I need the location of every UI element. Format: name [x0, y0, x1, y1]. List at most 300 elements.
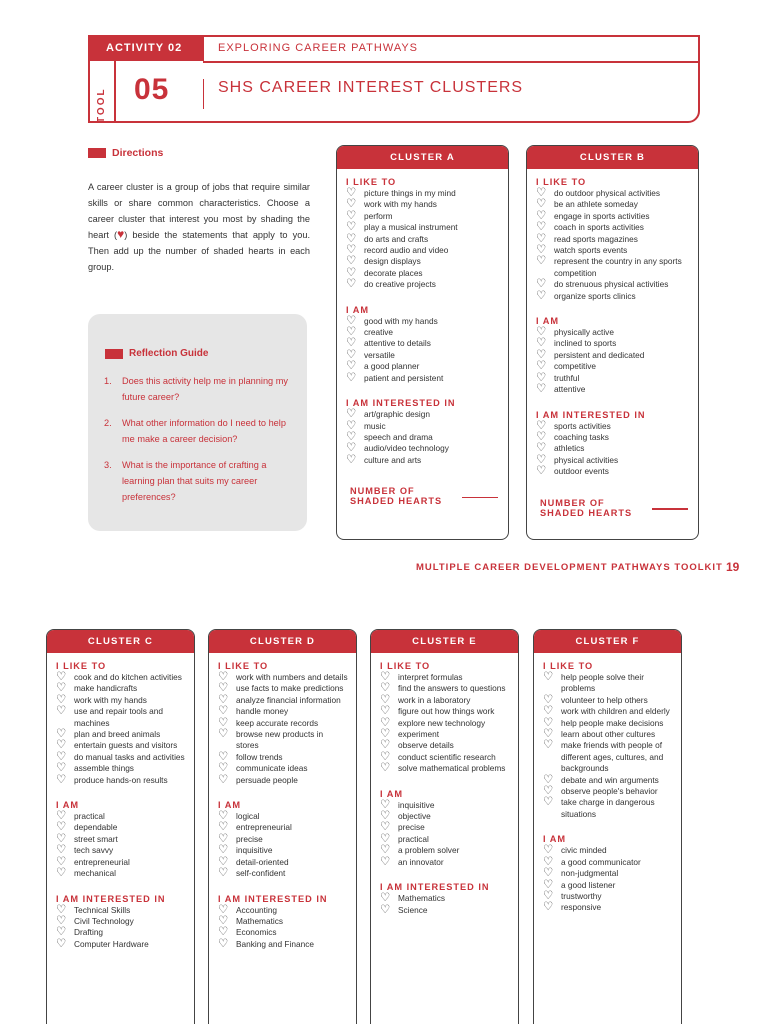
heart-checkbox-icon[interactable]: ♡: [346, 314, 357, 327]
total-label-line2: SHADED HEARTS: [350, 496, 443, 507]
heart-checkbox-icon[interactable]: ♡: [536, 289, 547, 302]
item-text: Accounting: [236, 904, 278, 915]
am-section-list: [346, 316, 500, 384]
heart-checkbox-icon[interactable]: ♡: [380, 693, 391, 706]
heart-checkbox-icon[interactable]: ♡: [543, 671, 554, 683]
am-section-title: I AM: [346, 304, 370, 315]
list-item: [218, 939, 348, 950]
list-item: [536, 361, 690, 372]
am-section-title: I AM: [218, 800, 242, 811]
list-item: [543, 729, 673, 740]
list-item: [218, 822, 348, 833]
heart-checkbox-icon[interactable]: ♡: [543, 844, 554, 857]
list-item: [536, 199, 690, 210]
heart-checkbox-icon[interactable]: ♡: [346, 255, 357, 268]
list-item: [536, 421, 690, 432]
heart-checkbox-icon[interactable]: ♡: [380, 798, 391, 811]
cluster-f-card: [533, 629, 682, 1024]
directions-text-part1: A career cluster is a group of jobs that require similar skills or share common characteristics. Choose a career cluster that interest you most by shading the heart (: [88, 182, 310, 240]
header-box: [88, 35, 700, 123]
am-section-title: I AM: [56, 800, 80, 811]
item-text: browse new products in stores: [236, 729, 324, 751]
page-number: 19: [726, 560, 740, 574]
item-text: make friends with people of different ages, cultures, and backgrounds: [561, 740, 664, 774]
list-item: [346, 361, 500, 372]
item-text: non-judgmental: [561, 868, 619, 879]
heart-checkbox-icon[interactable]: ♡: [56, 926, 67, 939]
heart-checkbox-icon[interactable]: ♡: [543, 728, 554, 741]
list-item: [536, 234, 690, 245]
item-text: entertain guests and visitors: [74, 740, 178, 751]
item-text: solve mathematical problems: [398, 763, 506, 774]
item-text: debate and win arguments: [561, 774, 659, 785]
list-item: [56, 834, 186, 845]
item-text: athletics: [554, 443, 585, 454]
heart-checkbox-icon[interactable]: ♡: [218, 844, 229, 857]
heart-checkbox-icon[interactable]: ♡: [380, 810, 391, 823]
list-item: [218, 672, 348, 683]
list-item: [56, 868, 186, 879]
item-text: work in a laboratory: [398, 694, 471, 705]
am-section-title: I AM: [380, 788, 404, 799]
item-text: analyze financial information: [236, 694, 341, 705]
list-item: [346, 409, 500, 420]
list-item: [380, 729, 510, 740]
list-item: [543, 891, 673, 902]
list-item: [380, 893, 510, 904]
heart-checkbox-icon[interactable]: ♡: [380, 728, 391, 741]
heart-checkbox-icon[interactable]: ♡: [56, 821, 67, 834]
heart-checkbox-icon[interactable]: ♡: [380, 832, 391, 845]
list-item: [56, 927, 186, 938]
heart-checkbox-icon[interactable]: ♡: [536, 209, 547, 222]
item-text: culture and arts: [364, 454, 422, 465]
interested-section-title: I AM INTERESTED IN: [380, 882, 490, 893]
like-section-list: [380, 672, 510, 775]
heart-checkbox-icon[interactable]: ♡: [536, 255, 547, 268]
heart-checkbox-icon[interactable]: ♡: [543, 855, 554, 868]
item-text: self-confident: [236, 868, 286, 879]
item-text: do arts and crafts: [364, 233, 429, 244]
cluster-a-card: [336, 145, 509, 540]
item-text: do outdoor physical activities: [554, 188, 661, 198]
heart-checkbox-icon[interactable]: ♡: [536, 430, 547, 443]
heart-checkbox-icon[interactable]: ♡: [56, 750, 67, 763]
item-text: find the answers to questions: [398, 683, 506, 694]
heart-checkbox-icon[interactable]: ♡: [536, 419, 547, 432]
list-item: [543, 695, 673, 706]
section-gap: [380, 775, 510, 789]
shaded-hearts-total: [350, 486, 500, 506]
heart-checkbox-icon[interactable]: ♡: [346, 430, 357, 443]
list-item: [536, 291, 690, 302]
list-item: [346, 316, 500, 327]
list-item: [218, 927, 348, 938]
item-text: inquisitive: [398, 799, 435, 810]
reflection-item: [104, 415, 300, 447]
heart-checkbox-icon[interactable]: ♡: [218, 693, 229, 706]
item-text: work with numbers and details: [236, 672, 348, 682]
am-section-title: I AM: [536, 316, 560, 327]
list-item: [543, 672, 673, 695]
heart-checkbox-icon[interactable]: ♡: [346, 360, 357, 373]
heart-checkbox-icon[interactable]: ♡: [218, 926, 229, 939]
item-text: a good planner: [364, 361, 420, 372]
heart-checkbox-icon[interactable]: ♡: [346, 232, 357, 245]
heart-checkbox-icon[interactable]: ♡: [346, 244, 357, 257]
heart-checkbox-icon[interactable]: ♡: [536, 326, 547, 339]
item-text: precise: [236, 833, 263, 844]
item-text: read sports magazines: [554, 233, 638, 244]
list-item: [218, 729, 348, 752]
reflection-guide-panel: [88, 314, 307, 531]
heart-checkbox-icon[interactable]: ♡: [346, 408, 357, 421]
heart-checkbox-icon[interactable]: ♡: [380, 762, 391, 775]
list-item: [56, 939, 186, 950]
item-text: a good communicator: [561, 856, 641, 867]
item-text: record audio and video: [364, 245, 449, 256]
am-section-list: [536, 327, 690, 395]
list-item: [543, 857, 673, 868]
item-text: Mathematics: [398, 893, 446, 904]
item-text: physical activities: [554, 454, 619, 465]
item-text: a good listener: [561, 879, 616, 890]
list-item: [543, 880, 673, 891]
heart-checkbox-icon[interactable]: ♡: [218, 914, 229, 927]
heart-checkbox-icon[interactable]: ♡: [543, 901, 554, 914]
item-text: Computer Hardware: [74, 938, 149, 949]
item-text: picture things in my mind: [364, 188, 456, 198]
item-text: use facts to make predictions: [236, 683, 344, 694]
am-section-list: [543, 845, 673, 913]
cluster-title: CLUSTER F: [534, 630, 681, 653]
heart-checkbox-icon[interactable]: ♡: [380, 671, 391, 683]
heart-checkbox-icon[interactable]: ♡: [218, 682, 229, 695]
heart-checkbox-icon[interactable]: ♡: [56, 844, 67, 857]
list-item: [380, 740, 510, 751]
cluster-body: [534, 653, 681, 914]
item-text: help people solve their problems: [561, 672, 645, 694]
heart-checkbox-icon[interactable]: ♡: [536, 337, 547, 350]
heart-checkbox-icon[interactable]: ♡: [543, 785, 554, 798]
heart-checkbox-icon[interactable]: ♡: [218, 773, 229, 786]
item-text: an innovator: [398, 856, 444, 867]
item-text: practical: [398, 833, 429, 844]
list-item: [346, 268, 500, 279]
tool-number: 05: [134, 73, 170, 106]
list-item: [380, 834, 510, 845]
heart-checkbox-icon[interactable]: ♡: [56, 914, 67, 927]
heart-checkbox-icon[interactable]: ♡: [346, 348, 357, 361]
item-text: observe details: [398, 740, 454, 751]
list-item: [536, 350, 690, 361]
item-text: volunteer to help others: [561, 694, 648, 705]
heart-checkbox-icon[interactable]: ♡: [56, 810, 67, 823]
item-text: practical: [74, 811, 105, 822]
reflection-heading-text: Reflection Guide: [129, 348, 209, 359]
item-text: inquisitive: [236, 845, 273, 856]
heart-checkbox-icon[interactable]: ♡: [56, 705, 67, 718]
heart-checkbox-icon[interactable]: ♡: [536, 232, 547, 245]
interested-section-title: I AM INTERESTED IN: [218, 893, 328, 904]
heart-checkbox-icon[interactable]: ♡: [218, 855, 229, 868]
like-section-title: I LIKE TO: [218, 661, 269, 671]
interested-section-list: [218, 905, 348, 951]
heart-checkbox-icon[interactable]: ♡: [218, 716, 229, 729]
heart-checkbox-icon[interactable]: ♡: [536, 442, 547, 455]
like-section-title: I LIKE TO: [543, 661, 594, 671]
heart-checkbox-icon[interactable]: ♡: [536, 383, 547, 396]
heart-checkbox-icon[interactable]: ♡: [380, 682, 391, 695]
list-item: [536, 432, 690, 443]
heart-checkbox-icon[interactable]: ♡: [56, 739, 67, 752]
interested-section-list: [380, 893, 510, 916]
list-item: [543, 845, 673, 856]
heart-checkbox-icon[interactable]: ♡: [218, 705, 229, 718]
heart-checkbox-icon[interactable]: ♡: [218, 867, 229, 880]
shaded-hearts-total: [540, 498, 690, 518]
item-text: coach in sports activities: [554, 222, 644, 233]
heart-checkbox-icon[interactable]: ♡: [380, 716, 391, 729]
heart-checkbox-icon[interactable]: ♡: [380, 844, 391, 857]
section-gap: [536, 396, 690, 410]
item-text: versatile: [364, 349, 395, 360]
heart-checkbox-icon[interactable]: ♡: [56, 773, 67, 786]
heart-checkbox-icon[interactable]: ♡: [536, 453, 547, 466]
filled-heart-icon: ♥: [117, 227, 125, 241]
toolkit-footer: MULTIPLE CAREER DEVELOPMENT PATHWAYS TOOLKIT: [416, 562, 723, 573]
heart-checkbox-icon[interactable]: ♡: [543, 693, 554, 706]
like-section-list: [218, 672, 348, 786]
heart-checkbox-icon[interactable]: ♡: [218, 750, 229, 763]
heart-checkbox-icon[interactable]: ♡: [380, 903, 391, 916]
item-text: What other information do I need to help me make a career decision?: [122, 418, 286, 444]
heart-checkbox-icon[interactable]: ♡: [56, 728, 67, 741]
list-item: [380, 706, 510, 717]
heart-checkbox-icon[interactable]: ♡: [536, 187, 547, 199]
list-item: [380, 811, 510, 822]
heart-checkbox-icon[interactable]: ♡: [218, 671, 229, 683]
heart-checkbox-icon[interactable]: ♡: [346, 419, 357, 432]
heart-checkbox-icon[interactable]: ♡: [346, 278, 357, 291]
item-text: a problem solver: [398, 845, 460, 856]
heart-checkbox-icon[interactable]: ♡: [346, 337, 357, 350]
heart-checkbox-icon[interactable]: ♡: [56, 937, 67, 950]
item-text: creative: [364, 327, 394, 338]
item-text: precise: [398, 822, 425, 833]
heart-checkbox-icon[interactable]: ♡: [380, 855, 391, 868]
total-label: [540, 498, 632, 518]
list-item: [536, 279, 690, 290]
heart-checkbox-icon[interactable]: ♡: [346, 209, 357, 222]
heart-checkbox-icon[interactable]: ♡: [536, 360, 547, 373]
item-text: take charge in dangerous situations: [561, 797, 655, 819]
cluster-title: CLUSTER C: [47, 630, 194, 653]
item-text: explore new technology: [398, 717, 486, 728]
heart-checkbox-icon[interactable]: ♡: [346, 266, 357, 279]
list-item: [56, 811, 186, 822]
heart-checkbox-icon[interactable]: ♡: [543, 878, 554, 891]
section-gap: [218, 786, 348, 800]
heart-checkbox-icon[interactable]: ♡: [380, 705, 391, 718]
cluster-body: [47, 653, 194, 950]
heart-checkbox-icon[interactable]: ♡: [536, 348, 547, 361]
heart-checkbox-icon[interactable]: ♡: [346, 442, 357, 455]
list-item: [543, 740, 673, 774]
cluster-body: [337, 169, 508, 506]
heart-checkbox-icon[interactable]: ♡: [543, 773, 554, 786]
like-section-list: [56, 672, 186, 786]
list-item: [380, 683, 510, 694]
list-item: [346, 188, 500, 199]
heart-checkbox-icon[interactable]: ♡: [218, 832, 229, 845]
item-text: follow trends: [236, 751, 283, 762]
item-text: truthful: [554, 372, 580, 383]
total-answer-line[interactable]: [462, 497, 498, 499]
heart-checkbox-icon[interactable]: ♡: [536, 278, 547, 291]
item-text: cook and do kitchen activities: [74, 672, 182, 682]
item-text: organize sports clinics: [554, 290, 636, 301]
heart-checkbox-icon[interactable]: ♡: [536, 244, 547, 257]
list-item: [218, 752, 348, 763]
total-answer-line[interactable]: [652, 508, 688, 510]
list-item: [346, 199, 500, 210]
heart-checkbox-icon[interactable]: ♡: [536, 221, 547, 234]
heart-checkbox-icon[interactable]: ♡: [380, 739, 391, 752]
heart-checkbox-icon[interactable]: ♡: [346, 198, 357, 211]
heart-checkbox-icon[interactable]: ♡: [218, 728, 229, 741]
list-item: [218, 683, 348, 694]
heart-checkbox-icon[interactable]: ♡: [56, 682, 67, 695]
item-text: help people make decisions: [561, 717, 664, 728]
am-section-title: I AM: [543, 834, 567, 845]
list-item: [380, 695, 510, 706]
heart-checkbox-icon[interactable]: ♡: [56, 693, 67, 706]
list-item: [56, 695, 186, 706]
heart-checkbox-icon[interactable]: ♡: [543, 867, 554, 880]
list-item: [346, 211, 500, 222]
heart-checkbox-icon[interactable]: ♡: [56, 855, 67, 868]
heart-checkbox-icon[interactable]: ♡: [346, 371, 357, 384]
list-item: [346, 373, 500, 384]
section-gap: [346, 384, 500, 398]
heart-checkbox-icon[interactable]: ♡: [218, 937, 229, 950]
section-gap: [380, 868, 510, 882]
heart-checkbox-icon[interactable]: ♡: [543, 705, 554, 718]
heart-checkbox-icon[interactable]: ♡: [536, 371, 547, 384]
total-label-line1: NUMBER OF: [540, 497, 605, 508]
item-text: represent the country in any sports competition: [554, 256, 682, 278]
reflection-item: [104, 373, 300, 405]
item-text: do manual tasks and activities: [74, 751, 185, 762]
list-item: [56, 740, 186, 751]
heart-checkbox-icon[interactable]: ♡: [218, 810, 229, 823]
list-item: [56, 752, 186, 763]
item-text: keep accurate records: [236, 717, 319, 728]
item-text: objective: [398, 811, 431, 822]
item-text: coaching tasks: [554, 431, 609, 442]
heart-checkbox-icon[interactable]: ♡: [218, 903, 229, 916]
am-section-list: [218, 811, 348, 879]
heart-checkbox-icon[interactable]: ♡: [536, 465, 547, 478]
item-text: Drafting: [74, 927, 104, 938]
list-item: [536, 327, 690, 338]
cluster-body: [209, 653, 356, 950]
list-item: [536, 384, 690, 395]
interested-section-title: I AM INTERESTED IN: [536, 409, 646, 420]
item-text: handle money: [236, 706, 289, 717]
directions-heading-text: Directions: [112, 147, 164, 159]
heart-checkbox-icon[interactable]: ♡: [218, 762, 229, 775]
item-text: competitive: [554, 361, 596, 372]
list-item: [536, 455, 690, 466]
section-gap: [346, 291, 500, 305]
list-item: [218, 905, 348, 916]
item-text: work with children and elderly: [561, 706, 670, 717]
heart-checkbox-icon[interactable]: ♡: [380, 750, 391, 763]
item-text: produce hands-on results: [74, 774, 168, 785]
section-gap: [56, 786, 186, 800]
list-item: [56, 822, 186, 833]
total-label-line2: SHADED HEARTS: [540, 507, 633, 518]
heart-checkbox-icon[interactable]: ♡: [543, 739, 554, 752]
tool-label: TOOL: [96, 87, 107, 123]
heart-checkbox-icon[interactable]: ♡: [543, 796, 554, 809]
list-item: [56, 706, 186, 729]
item-text: physically active: [554, 327, 614, 338]
heart-checkbox-icon[interactable]: ♡: [346, 221, 357, 234]
item-text: Does this activity help me in planning my future career?: [122, 376, 288, 402]
total-label-line1: NUMBER OF: [350, 486, 415, 497]
item-text: What is the importance of crafting a learning plan that suits my career preferences?: [122, 460, 267, 502]
heart-checkbox-icon[interactable]: ♡: [56, 671, 67, 683]
am-section-list: [56, 811, 186, 879]
like-section-title: I LIKE TO: [536, 177, 587, 187]
heart-checkbox-icon[interactable]: ♡: [218, 821, 229, 834]
list-item: [218, 916, 348, 927]
item-text: Mathematics: [236, 915, 284, 926]
heart-checkbox-icon[interactable]: ♡: [56, 903, 67, 916]
list-item: [346, 455, 500, 466]
item-text: good with my hands: [364, 315, 438, 326]
item-text: outdoor events: [554, 466, 609, 477]
heart-checkbox-icon[interactable]: ♡: [56, 832, 67, 845]
heart-checkbox-icon[interactable]: ♡: [543, 716, 554, 729]
list-item: [380, 905, 510, 916]
list-item: [218, 845, 348, 856]
heart-checkbox-icon[interactable]: ♡: [56, 867, 67, 880]
heart-checkbox-icon[interactable]: ♡: [380, 821, 391, 834]
list-item: [543, 868, 673, 879]
item-text: attentive to details: [364, 338, 431, 349]
heart-checkbox-icon[interactable]: ♡: [56, 762, 67, 775]
heart-checkbox-icon[interactable]: ♡: [380, 892, 391, 905]
heart-checkbox-icon[interactable]: ♡: [536, 198, 547, 211]
heart-checkbox-icon[interactable]: ♡: [346, 453, 357, 466]
list-item: [218, 868, 348, 879]
page-title: SHS CAREER INTEREST CLUSTERS: [218, 79, 524, 96]
list-item: [218, 763, 348, 774]
heart-checkbox-icon[interactable]: ♡: [346, 326, 357, 339]
heart-checkbox-icon[interactable]: ♡: [543, 889, 554, 902]
item-text: work with my hands: [364, 199, 437, 210]
list-item: [346, 234, 500, 245]
item-text: inclined to sports: [554, 338, 617, 349]
item-text: detail-oriented: [236, 856, 289, 867]
item-text: Civil Technology: [74, 915, 134, 926]
list-item: [380, 718, 510, 729]
heart-checkbox-icon[interactable]: ♡: [346, 187, 357, 199]
